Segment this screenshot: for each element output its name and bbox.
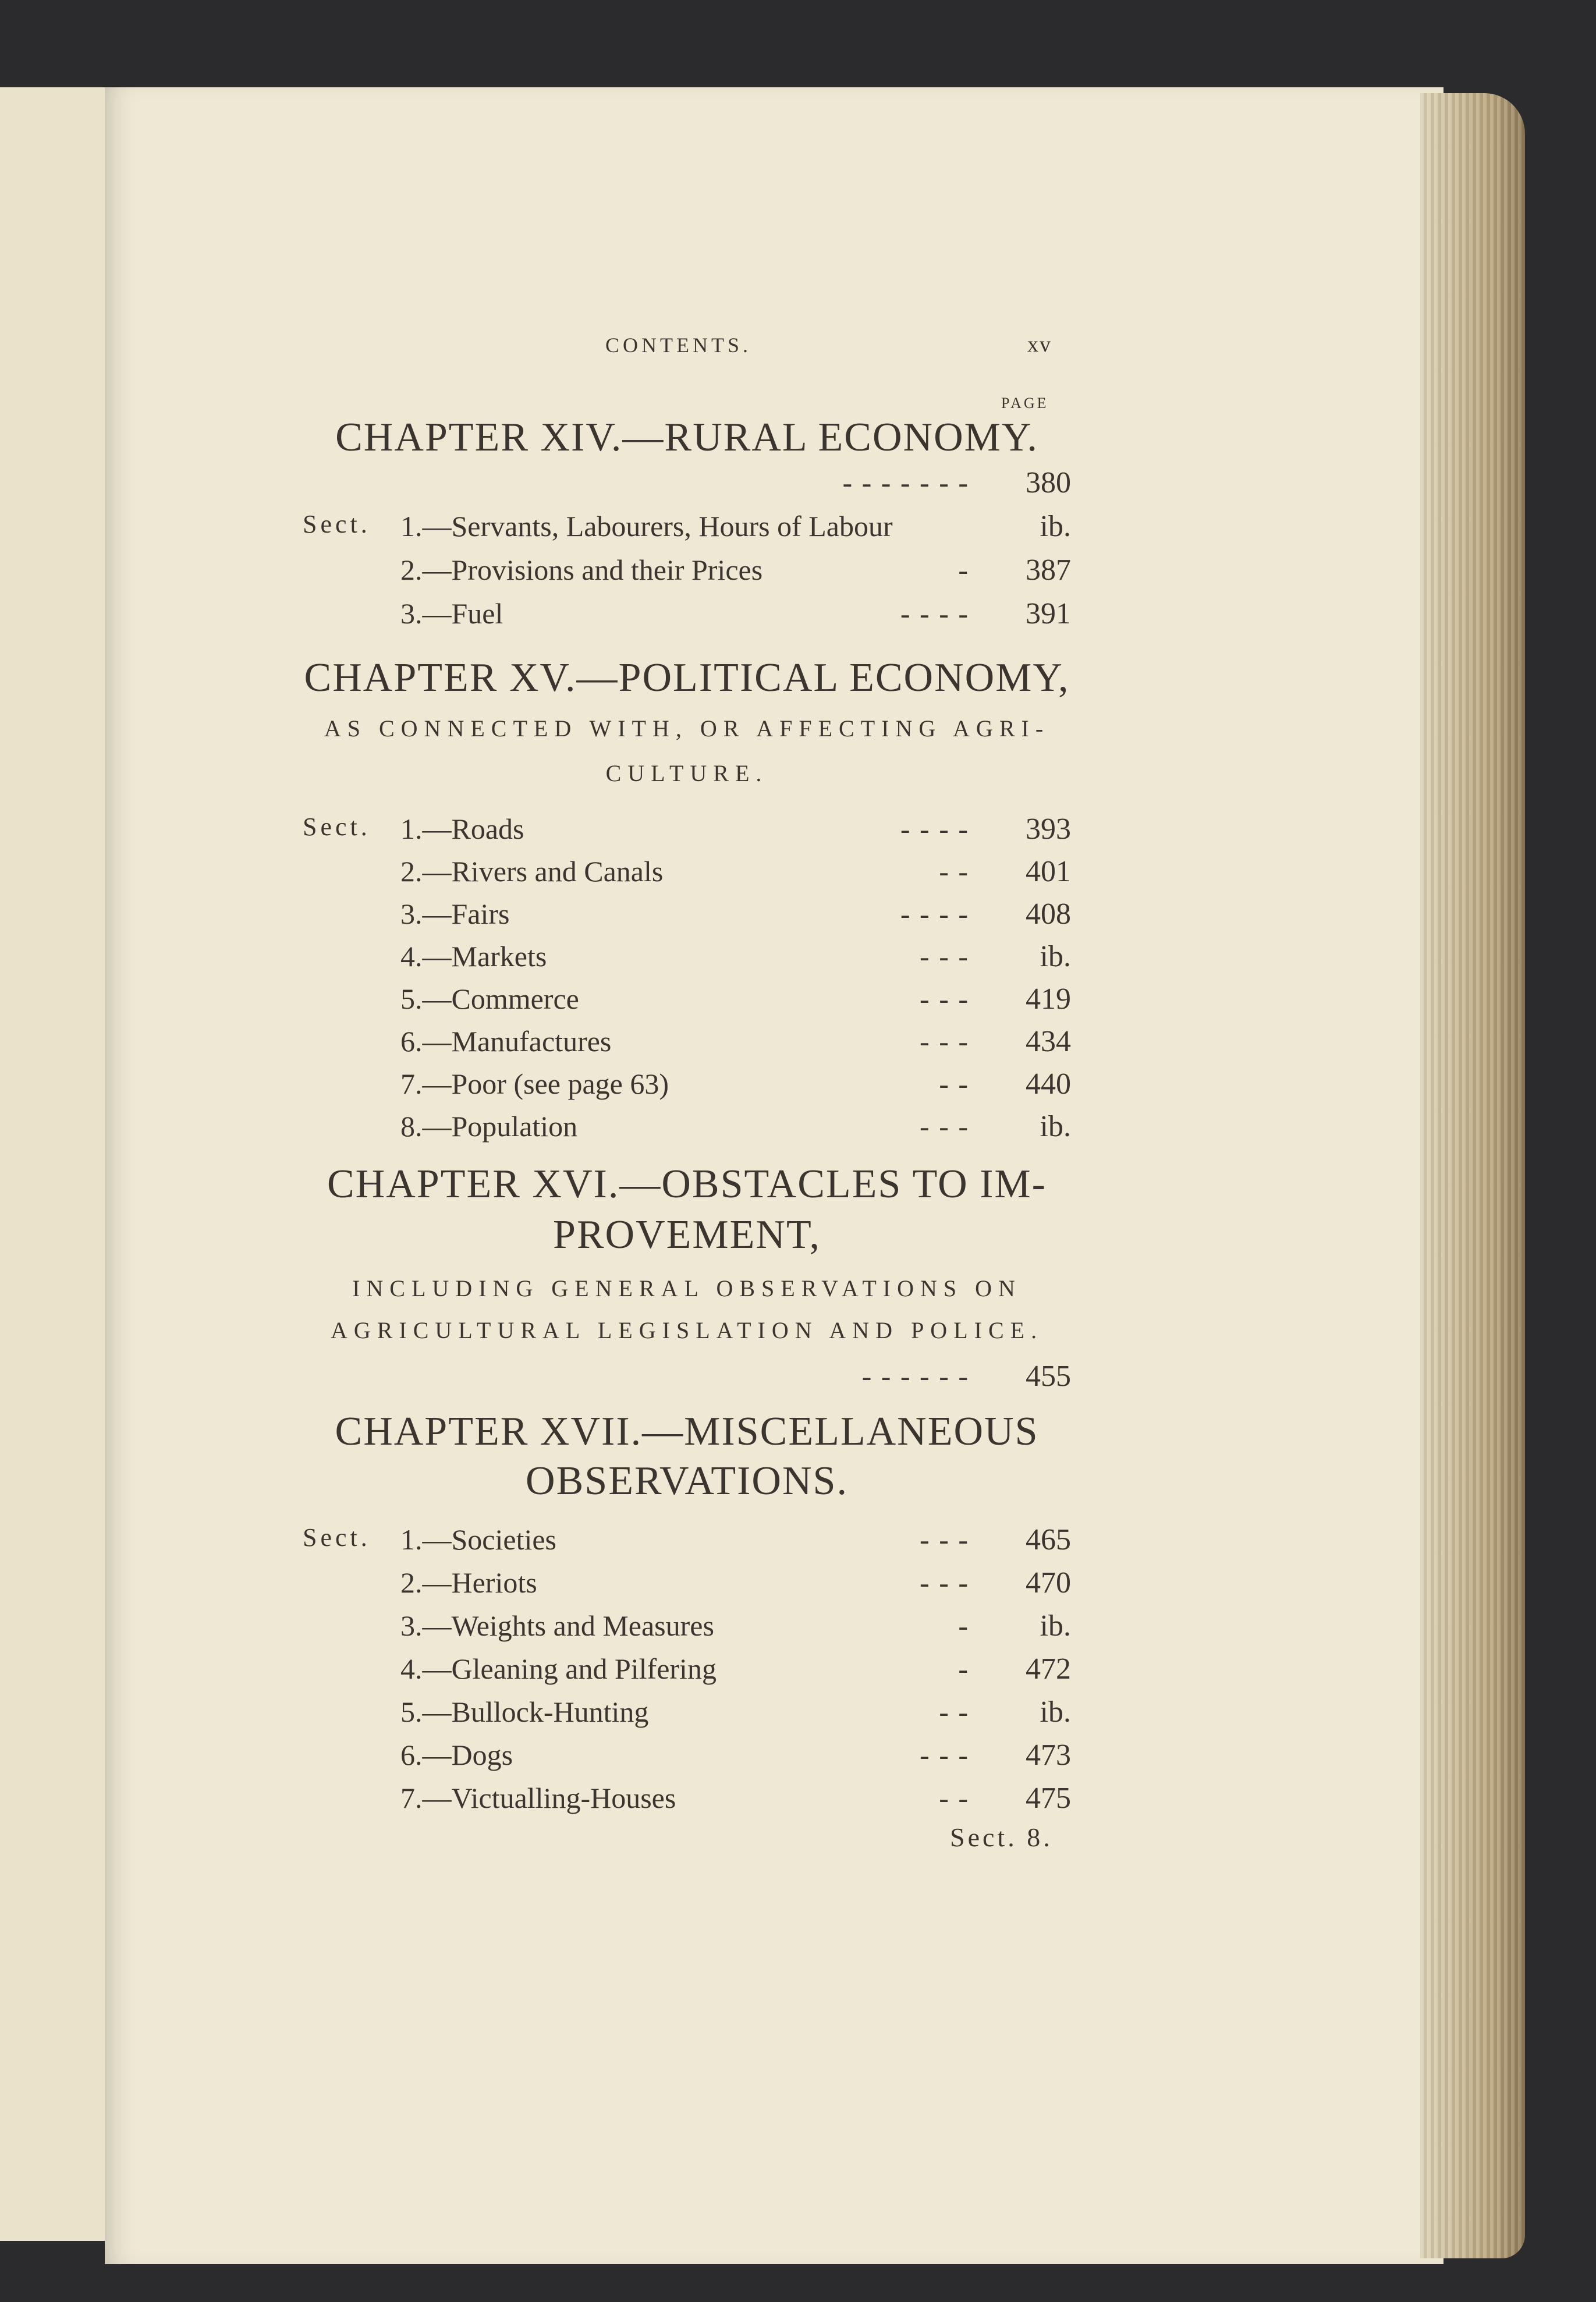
toc-entry: 1.—Roads — [400, 813, 524, 845]
leader-dashes: - - - - - - - — [842, 466, 969, 499]
leader-dashes: - - - - — [900, 597, 969, 630]
leader-dashes: - - - — [920, 940, 969, 973]
toc-row — [303, 812, 1071, 854]
toc-entry: 2.—Rivers and Canals — [400, 855, 664, 888]
page-number: 473 — [1026, 1739, 1071, 1772]
toc-entry: 6.—Manufactures — [400, 1025, 612, 1058]
toc-entry: 8.—Population — [400, 1110, 578, 1143]
page-column-label: PAGE — [1001, 395, 1049, 412]
page-number: ib. — [1040, 940, 1071, 973]
toc-row — [303, 1781, 1071, 1823]
page-number: 470 — [1026, 1566, 1071, 1599]
toc-entry: 3.—Fairs — [400, 898, 510, 930]
toc-entry: 7.—Victualling-Houses — [400, 1782, 676, 1814]
running-head: CONTENTS. — [605, 334, 751, 357]
toc-row — [303, 1738, 1071, 1780]
leader-dashes: - - — [939, 1696, 969, 1728]
toc-entry: 1.—Servants, Labourers, Hours of Labour — [400, 510, 893, 542]
page-number: 387 — [1026, 554, 1071, 587]
page-number: 475 — [1026, 1782, 1071, 1815]
page-number: 391 — [1026, 597, 1071, 630]
toc-row — [303, 597, 1071, 639]
page-number: 401 — [1026, 855, 1071, 888]
chapter-xvi-subtitle-cont: AGRICULTURAL LEGISLATION AND POLICE. — [330, 1317, 1044, 1343]
page-number: ib. — [1040, 510, 1071, 543]
toc-row — [303, 1695, 1071, 1737]
leader-dashes: - - — [939, 1782, 969, 1814]
toc-row — [303, 1609, 1071, 1651]
chapter-xvi-title-cont: PROVEMENT, — [552, 1212, 821, 1257]
toc-row — [303, 1523, 1071, 1565]
toc-entry: 2.—Heriots — [400, 1566, 537, 1599]
toc-row — [303, 1067, 1071, 1109]
toc-entry: 6.—Dogs — [400, 1739, 513, 1771]
chapter-xv-subtitle: AS CONNECTED WITH, OR AFFECTING AGRI- — [324, 715, 1050, 742]
chapter-xiv-title: CHAPTER XIV.—RURAL ECONOMY. — [335, 415, 1038, 460]
leader-dashes: - — [958, 1609, 969, 1642]
page-number: 393 — [1026, 813, 1071, 846]
chapter-xvi-title: CHAPTER XVI.—OBSTACLES TO IM- — [327, 1162, 1047, 1207]
toc-row — [303, 854, 1071, 896]
page-number: 472 — [1026, 1652, 1071, 1686]
page-number: 408 — [1026, 898, 1071, 931]
toc-entry: 7.—Poor (see page 63) — [400, 1067, 669, 1100]
leader-dashes: - - - — [920, 1739, 969, 1771]
page-number: ib. — [1040, 1110, 1071, 1143]
leader-dashes: - — [958, 1652, 969, 1685]
chapter-xv-title: CHAPTER XV.—POLITICAL ECONOMY, — [304, 655, 1070, 700]
page-number: 419 — [1026, 982, 1071, 1016]
leader-dashes: - - - — [920, 1566, 969, 1599]
chapter-xiv-lead-row — [303, 466, 1071, 508]
toc-row — [303, 1566, 1071, 1608]
toc-entry: 1.—Societies — [400, 1523, 557, 1556]
page-number: ib. — [1040, 1696, 1071, 1729]
chapter-xvii-title-cont: OBSERVATIONS. — [526, 1459, 848, 1503]
chapter-xvi-subtitle: INCLUDING GENERAL OBSERVATIONS ON — [352, 1275, 1022, 1301]
leader-dashes: - - - — [920, 1523, 969, 1556]
sect-label: Sect. — [303, 1523, 371, 1552]
page-number: 434 — [1026, 1025, 1071, 1058]
leader-dashes: - — [958, 554, 969, 586]
sect-label: Sect. — [303, 813, 371, 841]
leader-dashes: - - — [939, 855, 969, 888]
toc-entry: 5.—Commerce — [400, 982, 579, 1015]
leader-dashes: - - - — [920, 1110, 969, 1143]
toc-entry: 4.—Markets — [400, 940, 547, 973]
toc-row — [303, 553, 1071, 595]
toc-row — [303, 509, 1071, 551]
toc-entry: 2.—Provisions and their Prices — [400, 554, 763, 586]
toc-row — [303, 1652, 1071, 1694]
leader-dashes: - - - — [920, 982, 969, 1015]
toc-entry: 5.—Bullock-Hunting — [400, 1696, 649, 1728]
toc-row — [303, 982, 1071, 1024]
chapter-xvii-title: CHAPTER XVII.—MISCELLANEOUS — [335, 1409, 1039, 1454]
leader-dashes: - - - - — [900, 813, 969, 845]
sect-label: Sect. — [303, 510, 371, 538]
leader-dashes: - - - — [920, 1025, 969, 1058]
toc-row — [303, 1109, 1071, 1151]
toc-entry: 3.—Fuel — [400, 597, 503, 630]
chapter-xv-subtitle-cont: CULTURE. — [605, 760, 768, 786]
page-number: 440 — [1026, 1067, 1071, 1101]
page-number: ib. — [1040, 1609, 1071, 1643]
catchword: Sect. 8. — [950, 1822, 1053, 1852]
page-folio: xv — [1027, 332, 1052, 357]
chapter-xvi-lead-row — [303, 1359, 1071, 1401]
toc-row — [303, 939, 1071, 981]
page-number: 380 — [1026, 466, 1071, 499]
toc-entry: 3.—Weights and Measures — [400, 1609, 714, 1642]
page-number: 465 — [1026, 1523, 1071, 1556]
toc-entry: 4.—Gleaning and Pilfering — [400, 1652, 717, 1685]
leader-dashes: - - - - — [900, 898, 969, 930]
leader-dashes: - - - - - - — [861, 1360, 969, 1392]
toc-row — [303, 897, 1071, 939]
toc-row — [303, 1024, 1071, 1066]
page-number: 455 — [1026, 1360, 1071, 1393]
leader-dashes: - - — [939, 1067, 969, 1100]
